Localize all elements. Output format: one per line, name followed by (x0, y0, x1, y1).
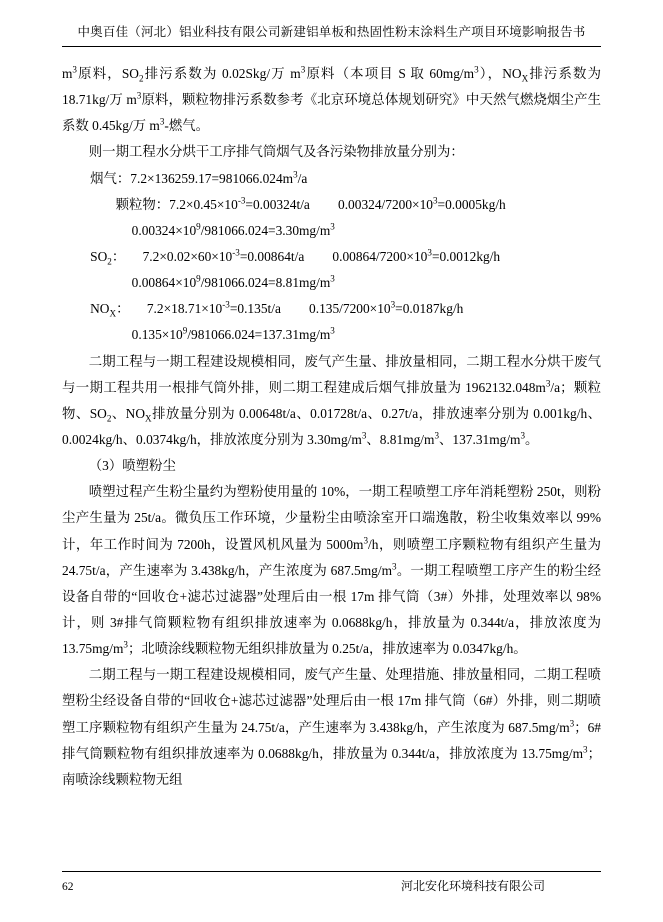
footer-organization: 河北安化环境科技有限公司 (400, 879, 545, 893)
paragraph-dryer-intro: 则一期工程水分烘干工序排气筒烟气及各污染物排放量分别为： (88, 144, 464, 160)
page-number: 62 (62, 881, 74, 893)
equation-so2-2: $0.00864\times 10^9/981066.024=8.81mg/m^3$ (131, 273, 335, 291)
paragraph-phase2-dryer: 二期工程与一期工程建设规模相同，废气产生量、排放量相同，二期工程水分烘干废气与一期工程共用一根排气筒外排，则二期工程建成后烟气排放量为 $1962132.048m^3/a$；颗粒物、$SO_2$、$NO_X$排放量分别为 0.00648t/a、0.01728t/a、0.27t/a，排放速率分别为 0.001kg/h、0.0024kg/h、0.0374kg/h，排放浓度分别为 $3.30mg/m^3$、$8.81mg/m^3$、$137.31mg/m^3$。 (62, 353, 602, 447)
document-body (62, 47, 601, 793)
equation-group-smoke (62, 166, 601, 349)
footer-row (62, 877, 601, 894)
heading-spray-dust: （3）喷塑粉尘 (88, 458, 176, 474)
equation-pm-1: 颗粒物：$7.2\times 0.45\times 10^{-3}=0.00324t/a$ $0.00324/7200\times 10^3=0.0005kg/h$ (115, 195, 506, 212)
footer-divider (62, 871, 601, 872)
page-header (62, 0, 601, 40)
equation-smoke: 烟气：$7.2\times 136259.17=981066.024m^3/a$ (90, 169, 308, 186)
header-title: 中奥百佳（河北）铝业科技有限公司新建铝单板和热固性粉末涂料生产项目环境影响报告书 (77, 25, 586, 39)
page-footer (62, 871, 601, 894)
equation-so2-1: $SO_2$： $7.2\times 0.02\times 60\times 10^{-3}=0.00864t/a$ $0.00864/7200\times 10^3=0.0012kg/h$ (90, 247, 501, 267)
paragraph-spray-phase2: 二期工程与一期工程建设规模相同，废气产生量、处理措施、排放量相同，二期工程喷塑粉尘经设备自带的“回收仓+滤芯过滤器”处理后由一根 17m 排气筒（6#）外排，则二期喷塑工序颗粒物有组织产生量为 24.75t/a，产生速率为 3.438kg/h，产生浓度为 $687.5mg/m^3$；6#排气筒颗粒物有组织排放速率为 0.0688kg/h，排放量为 0.344t/a，排放浓度为 $13.75mg/m^3$；南喷涂线颗粒物无组 (62, 667, 601, 787)
equation-pm-2: $0.00324\times 10^9/981066.024=3.30mg/m^3$ (131, 221, 335, 238)
equation-nox-2: $0.135\times 10^9/981066.024=137.31mg/m^3$ (131, 325, 335, 343)
equation-nox-1: $NO_X$： $7.2\times 18.71\times 10^{-3}=0.135t/a$ $0.135/7200\times 10^3=0.0187kg/h$ (90, 299, 464, 319)
paragraph-emission-factors: $m^3$原料，$SO_2$排污系数为 0.02Skg/万 $m^3$原料（本项目 S 取 $60mg/m^3$），$NO_X$排污系数为 18.71kg/万 $m^3$原料，颗粒物排污系数参考《北京环境总体规划研究》中天然气燃烧烟尘产生系数 0.45kg/万 $m^3-$燃气。 (62, 64, 601, 134)
paragraph-spray-phase1: 喷塑过程产生粉尘量约为塑粉使用量的 10%，一期工程喷塑工序年消耗塑粉 250t，则粉尘产生量为 25t/a。微负压工作环境，少量粉尘由喷涂室开口端逸散，粉尘收集效率以 99%计，年工作时间为 7200h，设置风机风量为 $5000m^3/h$，则喷塑工序颗粒物有组织产生量为 24.75t/a，产生速率为 3.438kg/h，产生浓度为 $687.5mg/m^3$。一期工程喷塑工序产生的粉尘经设备自带的“回收仓+滤芯过滤器”处理后由一根 17m 排气筒（3#）外排，处理效率以 98%计，则 3#排气筒颗粒物有组织排放速率为 0.0688kg/h，排放量为 0.344t/a，排放浓度为 $13.75mg/m^3$；北喷涂线颗粒物无组织排放量为 0.25t/a，排放速率为 0.0347kg/h。 (62, 484, 601, 657)
